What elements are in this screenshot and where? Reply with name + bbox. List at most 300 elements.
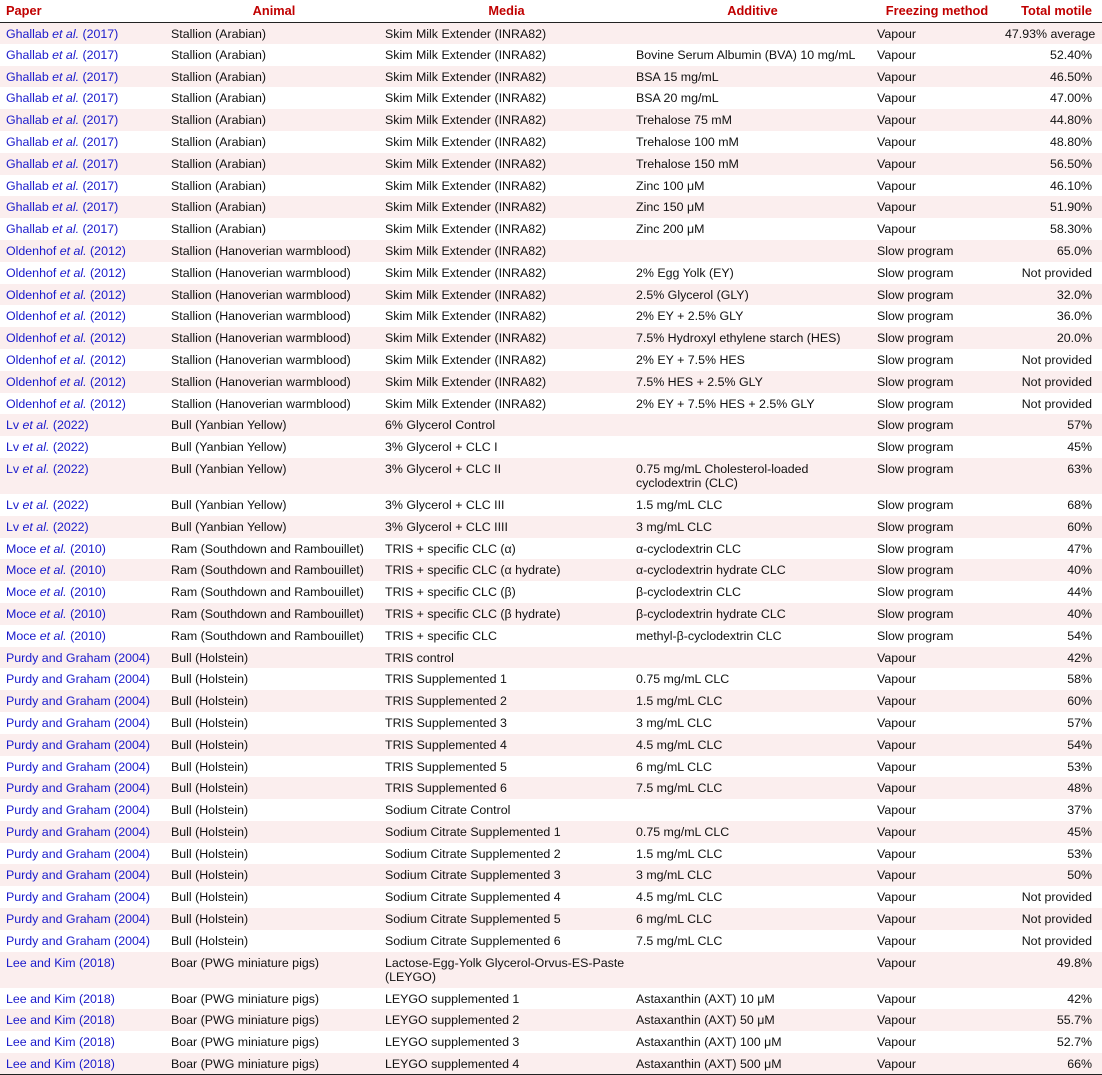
citation-link[interactable] (6, 542, 106, 556)
citation-link[interactable] (6, 113, 118, 127)
cell-freezing-method: Vapour (877, 91, 917, 106)
cell-total-motile: 56.50% (1049, 156, 1092, 171)
citation-et-al: et al. (19, 461, 50, 476)
cell-animal: Bull (Yanbian Yellow) (171, 497, 287, 512)
table-row (0, 262, 1102, 284)
cell-media: Skim Milk Extender (INRA82) (385, 156, 547, 171)
citation-year: (2018) (75, 1035, 115, 1050)
cell-paper (0, 262, 167, 284)
citation-author: Ghallab (6, 222, 49, 237)
cell-animal: Bull (Holstein) (171, 694, 249, 709)
cell-total-motile: 46.50% (1049, 69, 1092, 84)
citation-year: (2012) (86, 265, 126, 280)
cell-total-motile: 50% (1067, 868, 1092, 883)
cell-additive: Zinc 200 μM (636, 222, 705, 237)
cell-freezing-method: Slow program (877, 563, 954, 578)
citation-year: (2004) (110, 650, 150, 665)
citation-link[interactable] (6, 222, 118, 236)
cell-total-motile: 47.93% average (1005, 26, 1096, 41)
citation-et-al: et al. (48, 200, 80, 215)
table-row (0, 458, 1102, 494)
cell-freezing-method: Vapour (877, 759, 917, 774)
citation-link[interactable] (6, 912, 150, 926)
cell-animal: Bull (Holstein) (171, 781, 249, 796)
cell-additive: BSA 15 mg/mL (636, 69, 719, 84)
cell-animal: Stallion (Arabian) (171, 69, 267, 84)
citation-year: (2017) (79, 26, 119, 41)
table-row (0, 494, 1102, 516)
citation-author: Purdy and Graham (6, 715, 111, 730)
cell-freezing-method: Vapour (877, 715, 917, 730)
cell-total-motile: 44% (1067, 585, 1092, 600)
cell-animal: Stallion (Arabian) (171, 222, 267, 237)
cell-animal: Bull (Holstein) (171, 803, 249, 818)
citation-author: Purdy and Graham (6, 781, 111, 796)
citation-et-al: et al. (56, 287, 87, 302)
citation-author: Lv (6, 418, 20, 433)
cell-freezing-method: Vapour (877, 69, 917, 84)
cell-additive: Trehalose 100 mM (636, 134, 739, 149)
table-row (0, 305, 1102, 327)
cell-additive: 7.5 mg/mL CLC (636, 781, 723, 796)
table-row (0, 436, 1102, 458)
table-row (0, 734, 1102, 756)
cell-paper (0, 305, 167, 327)
cell-animal: Stallion (Hanoverian warmblood) (171, 309, 351, 324)
table-row (0, 538, 1102, 560)
cell-freezing-method: Slow program (877, 374, 954, 389)
citation-link[interactable] (6, 781, 150, 795)
citation-year: (2012) (86, 352, 126, 367)
citation-link[interactable] (6, 244, 126, 258)
citation-et-al: et al. (56, 309, 87, 324)
cell-animal: Stallion (Hanoverian warmblood) (171, 352, 351, 367)
cell-animal: Ram (Southdown and Rambouillet) (171, 628, 364, 643)
cell-media: 6% Glycerol Control (385, 418, 496, 433)
table-row (0, 327, 1102, 349)
citation-year: (2022) (49, 440, 89, 455)
cell-total-motile: 40% (1067, 563, 1092, 578)
citation-link[interactable] (6, 760, 150, 774)
table-row (0, 864, 1102, 886)
citation-year: (2012) (86, 396, 126, 411)
cell-paper (0, 988, 167, 1010)
table-row (0, 349, 1102, 371)
cell-additive (632, 799, 873, 821)
cell-total-motile: 45% (1067, 824, 1092, 839)
cell-freezing-method: Slow program (877, 628, 954, 643)
cell-animal: Bull (Yanbian Yellow) (171, 418, 287, 433)
citation-link[interactable] (6, 157, 118, 171)
citation-year: (2017) (79, 113, 119, 128)
table-row (0, 559, 1102, 581)
table-row (0, 908, 1102, 930)
citation-author: Lee and Kim (6, 1013, 76, 1028)
citation-et-al: et al. (36, 628, 67, 643)
cell-total-motile: 65.0% (1056, 243, 1092, 258)
cell-total-motile: 52.7% (1056, 1035, 1092, 1050)
cell-media: Skim Milk Extender (INRA82) (385, 243, 547, 258)
cell-paper (0, 494, 167, 516)
citation-author: Moce (6, 563, 37, 578)
citation-author: Moce (6, 541, 37, 556)
cell-media: LEYGO supplemented 4 (381, 1053, 632, 1075)
cell-paper (0, 109, 167, 131)
cell-paper (0, 240, 167, 262)
citation-year: (2004) (110, 868, 150, 883)
cell-additive: BSA 20 mg/mL (636, 91, 719, 106)
citation-link[interactable] (6, 629, 106, 643)
citation-author: Moce (6, 585, 37, 600)
citation-et-al: et al. (48, 91, 80, 106)
citation-link[interactable] (6, 1035, 115, 1049)
citation-link[interactable] (6, 607, 106, 621)
table-row (0, 690, 1102, 712)
cell-animal: Bull (Holstein) (171, 759, 249, 774)
header-row (0, 0, 1102, 22)
citation-year: (2004) (110, 824, 150, 839)
citation-link[interactable] (6, 288, 126, 302)
cell-freezing-method: Slow program (877, 497, 954, 512)
citation-author: Oldenhof (6, 309, 57, 324)
citation-year: (2004) (110, 781, 150, 796)
cell-animal: Stallion (Hanoverian warmblood) (171, 331, 351, 346)
cell-additive: Trehalose 75 mM (636, 113, 732, 128)
citation-link[interactable] (6, 1013, 115, 1027)
citation-year: (2010) (66, 606, 106, 621)
cell-media: 3% Glycerol + CLC III (385, 497, 505, 512)
header-media: Media (381, 0, 632, 22)
cell-media: Skim Milk Extender (INRA82) (385, 374, 547, 389)
cell-paper (0, 22, 167, 44)
cell-total-motile: 68% (1067, 497, 1092, 512)
cell-freezing-method: Vapour (877, 737, 917, 752)
cell-animal: Bull (Holstein) (171, 737, 249, 752)
cell-animal: Bull (Holstein) (171, 672, 249, 687)
citation-link[interactable] (6, 309, 126, 323)
cell-paper (0, 690, 167, 712)
cell-paper (0, 625, 167, 647)
cell-additive: Zinc 100 μM (636, 178, 705, 193)
citation-et-al: et al. (19, 519, 50, 534)
citation-link[interactable] (6, 179, 118, 193)
citation-link[interactable] (6, 563, 106, 577)
cell-paper (0, 777, 167, 799)
cell-paper (0, 821, 167, 843)
citation-link[interactable] (6, 331, 126, 345)
citation-et-al: et al. (48, 26, 80, 41)
citation-et-al: et al. (56, 374, 87, 389)
citation-link[interactable] (6, 934, 150, 948)
citation-author: Purdy and Graham (6, 650, 111, 665)
citation-et-al: et al. (56, 265, 87, 280)
cell-additive: 7.5 mg/mL CLC (636, 933, 723, 948)
citation-link[interactable] (6, 956, 115, 970)
table-row (0, 799, 1102, 821)
citation-link[interactable] (6, 651, 150, 665)
citation-year: (2010) (66, 628, 106, 643)
cell-media: TRIS Supplemented 2 (385, 694, 507, 709)
citation-year: (2017) (79, 69, 119, 84)
citation-et-al: et al. (48, 69, 80, 84)
citation-author: Lv (6, 497, 20, 512)
cell-media: Skim Milk Extender (INRA82) (385, 396, 547, 411)
citation-author: Purdy and Graham (6, 672, 111, 687)
citation-year: (2017) (79, 222, 119, 237)
citation-author: Lv (6, 440, 20, 455)
citation-link[interactable] (6, 27, 118, 41)
citation-year: (2012) (86, 374, 126, 389)
cell-freezing-method: Vapour (877, 200, 917, 215)
cell-animal: Bull (Yanbian Yellow) (171, 461, 287, 476)
cell-additive: 6 mg/mL CLC (636, 759, 712, 774)
cell-freezing-method: Slow program (877, 396, 954, 411)
cell-media: TRIS + specific CLC (β) (385, 585, 516, 600)
cell-total-motile: 42% (1067, 650, 1092, 665)
cell-total-motile: 20.0% (1056, 331, 1092, 346)
cell-additive: 0.75 mg/mL CLC (636, 824, 730, 839)
citation-author: Ghallab (6, 47, 49, 62)
citation-author: Lee and Kim (6, 955, 76, 970)
cell-additive: 0.75 mg/mL Cholesterol-loaded cyclodextrin (CLC) (636, 461, 809, 490)
citation-et-al: et al. (48, 178, 80, 193)
cell-animal: Stallion (Arabian) (171, 178, 267, 193)
cell-freezing-method: Vapour (877, 846, 917, 861)
cell-freezing-method: Slow program (877, 331, 954, 346)
cell-paper (0, 436, 167, 458)
cell-media: Lactose-Egg-Yolk Glycerol-Orvus-ES-Paste (LEYGO) (385, 955, 625, 984)
cell-additive: Bovine Serum Albumin (BVA) 10 mg/mL (636, 47, 856, 62)
citation-link[interactable] (6, 498, 89, 512)
citation-year: (2018) (75, 1013, 115, 1028)
citation-link[interactable] (6, 738, 150, 752)
cell-media: Skim Milk Extender (INRA82) (385, 47, 547, 62)
citation-author: Purdy and Graham (6, 759, 111, 774)
citation-link[interactable] (6, 418, 89, 432)
cell-paper (0, 393, 167, 415)
cell-paper (0, 196, 167, 218)
citation-link[interactable] (6, 672, 150, 686)
citation-author: Purdy and Graham (6, 933, 111, 948)
cell-freezing-method: Vapour (877, 113, 917, 128)
cell-total-motile: 60% (1067, 519, 1092, 534)
citation-year: (2012) (86, 243, 126, 258)
citation-year: (2004) (110, 912, 150, 927)
cell-total-motile: 63% (1067, 461, 1092, 476)
cell-animal: Ram (Southdown and Rambouillet) (171, 563, 364, 578)
citation-et-al: et al. (36, 585, 67, 600)
cell-total-motile: 48% (1067, 781, 1092, 796)
citation-year: (2010) (66, 563, 106, 578)
cell-additive: 1.5 mg/mL CLC (636, 497, 723, 512)
citation-author: Lv (6, 519, 20, 534)
citation-author: Ghallab (6, 200, 49, 215)
citation-et-al: et al. (36, 606, 67, 621)
cell-additive (632, 952, 873, 988)
cell-media: Skim Milk Extender (INRA82) (385, 91, 547, 106)
cell-animal: Stallion (Hanoverian warmblood) (171, 287, 351, 302)
cell-paper (0, 756, 167, 778)
table-row (0, 175, 1102, 197)
cell-animal: Bull (Holstein) (171, 912, 249, 927)
cell-animal: Stallion (Arabian) (171, 26, 267, 41)
citation-link[interactable] (6, 200, 118, 214)
cell-animal: Stallion (Hanoverian warmblood) (171, 265, 351, 280)
cell-media: Skim Milk Extender (INRA82) (385, 309, 547, 324)
cell-freezing-method: Vapour (877, 933, 917, 948)
cell-total-motile: 37% (1067, 803, 1092, 818)
citation-link[interactable] (6, 70, 118, 84)
citation-year: (2010) (66, 541, 106, 556)
table-row (0, 66, 1102, 88)
citation-author: Ghallab (6, 26, 49, 41)
citation-author: Oldenhof (6, 265, 57, 280)
cell-total-motile: 46.10% (1049, 178, 1092, 193)
cell-freezing-method: Vapour (873, 1053, 1001, 1075)
cell-freezing-method: Vapour (877, 672, 917, 687)
cell-animal: Stallion (Arabian) (171, 200, 267, 215)
citation-year: (2022) (49, 461, 89, 476)
citation-link[interactable] (6, 266, 126, 280)
cell-media: Skim Milk Extender (INRA82) (385, 287, 547, 302)
citation-year: (2004) (110, 846, 150, 861)
table-row (0, 647, 1102, 669)
citation-link[interactable] (6, 868, 150, 882)
citation-year: (2004) (110, 890, 150, 905)
cell-additive (632, 414, 873, 436)
table-row (0, 930, 1102, 952)
citation-author: Oldenhof (6, 396, 57, 411)
cell-paper (0, 843, 167, 865)
header-additive: Additive (632, 0, 873, 22)
citation-link[interactable] (6, 440, 89, 454)
citation-link[interactable] (6, 716, 150, 730)
cell-additive (632, 647, 873, 669)
cell-total-motile: 52.40% (1049, 47, 1092, 62)
citation-et-al: et al. (19, 418, 50, 433)
cell-freezing-method: Vapour (877, 1013, 917, 1028)
header-total-motile: Total motile (1001, 0, 1102, 22)
citation-link[interactable] (6, 825, 150, 839)
cell-additive: β-cyclodextrin CLC (636, 585, 741, 600)
cell-paper (0, 886, 167, 908)
table-row (0, 218, 1102, 240)
citation-link[interactable] (6, 91, 118, 105)
citation-link[interactable] (6, 48, 118, 62)
citation-link[interactable] (6, 375, 126, 389)
cell-paper (0, 175, 167, 197)
cell-paper (0, 516, 167, 538)
cell-total-motile: 48.80% (1049, 134, 1092, 149)
cell-animal: Bull (Holstein) (171, 868, 249, 883)
cell-animal: Bull (Holstein) (171, 650, 249, 665)
cell-total-motile: Not provided (1021, 890, 1092, 905)
cell-animal: Stallion (Arabian) (171, 156, 267, 171)
citation-link[interactable] (6, 397, 126, 411)
citation-author: Purdy and Graham (6, 868, 111, 883)
cell-animal: Bull (Holstein) (171, 890, 249, 905)
cell-media: 3% Glycerol + CLC IIII (385, 519, 508, 534)
cell-animal: Bull (Yanbian Yellow) (171, 440, 287, 455)
cell-animal: Stallion (Arabian) (171, 91, 267, 106)
citation-author: Oldenhof (6, 352, 57, 367)
citation-author: Ghallab (6, 69, 49, 84)
citation-year: (2010) (66, 585, 106, 600)
cell-additive: 2% EY + 7.5% HES + 2.5% GLY (636, 396, 815, 411)
cell-media: Skim Milk Extender (INRA82) (385, 352, 547, 367)
citation-author: Ghallab (6, 178, 49, 193)
citation-author: Purdy and Graham (6, 890, 111, 905)
cell-additive: 7.5% Hydroxyl ethylene starch (HES) (636, 331, 841, 346)
cell-animal: Ram (Southdown and Rambouillet) (171, 585, 364, 600)
citation-link[interactable] (6, 1057, 115, 1071)
cell-freezing-method: Slow program (877, 287, 954, 302)
table-row (0, 1031, 1102, 1053)
table-row (0, 44, 1102, 66)
citation-author: Purdy and Graham (6, 694, 111, 709)
citation-et-al: et al. (56, 331, 87, 346)
citation-author: Purdy and Graham (6, 846, 111, 861)
citation-link[interactable] (6, 694, 150, 708)
cell-animal: Stallion (Hanoverian warmblood) (171, 243, 351, 258)
citation-link[interactable] (6, 992, 115, 1006)
cell-total-motile: 45% (1067, 440, 1092, 455)
citation-year: (2017) (79, 134, 119, 149)
table-row (0, 87, 1102, 109)
citation-year: (2012) (86, 287, 126, 302)
citation-year: (2018) (75, 1057, 115, 1072)
citation-link[interactable] (6, 135, 118, 149)
citation-link[interactable] (6, 847, 150, 861)
cell-total-motile: 58.30% (1049, 222, 1092, 237)
citation-link[interactable] (6, 353, 126, 367)
citation-link[interactable] (6, 520, 89, 534)
cell-media: Sodium Citrate Supplemented 3 (385, 868, 561, 883)
citation-link[interactable] (6, 890, 150, 904)
cell-total-motile: 66% (1001, 1053, 1102, 1075)
cell-additive: β-cyclodextrin hydrate CLC (636, 606, 786, 621)
cell-media: TRIS + specific CLC (β hydrate) (385, 606, 561, 621)
cell-additive (632, 240, 873, 262)
citation-author: Purdy and Graham (6, 737, 111, 752)
table-row (0, 516, 1102, 538)
header-animal: Animal (167, 0, 381, 22)
citation-year: (2004) (110, 694, 150, 709)
cell-paper (0, 458, 167, 494)
cell-media: Skim Milk Extender (INRA82) (385, 200, 547, 215)
table-row (0, 843, 1102, 865)
cell-total-motile: 32.0% (1056, 287, 1092, 302)
cell-freezing-method: Vapour (877, 1035, 917, 1050)
cell-total-motile: Not provided (1021, 352, 1092, 367)
table-row (0, 756, 1102, 778)
cell-additive: Zinc 150 μM (636, 200, 705, 215)
citation-link[interactable] (6, 803, 150, 817)
cell-total-motile: 40% (1067, 606, 1092, 621)
citation-author: Moce (6, 606, 37, 621)
cell-freezing-method: Slow program (877, 352, 954, 367)
cell-additive: Trehalose 150 mM (636, 156, 739, 171)
cell-paper (0, 349, 167, 371)
cell-total-motile: Not provided (1021, 265, 1092, 280)
citation-link[interactable] (6, 585, 106, 599)
citation-link[interactable] (6, 462, 89, 476)
table-row (0, 625, 1102, 647)
cell-paper (0, 327, 167, 349)
cell-freezing-method: Vapour (877, 991, 917, 1006)
citation-et-al: et al. (48, 222, 80, 237)
cell-media: TRIS Supplemented 6 (385, 781, 507, 796)
